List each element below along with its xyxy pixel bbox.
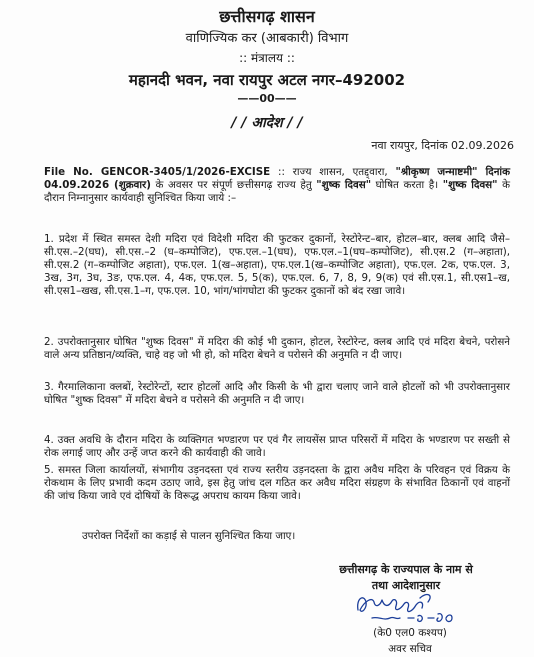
intro-text-4: के दौरान निम्नानुसार कार्यवाही सुनिश्चित किया जाये :– xyxy=(44,179,510,204)
ministry-label: :: मंत्रालय :: xyxy=(239,51,295,65)
intro-text-2: के अवसर पर संपूर्ण छत्तीसगढ़ राज्य हेतु xyxy=(150,179,317,191)
handwritten-signature xyxy=(350,588,470,626)
closing-instruction: उपरोक्त निर्देशों का कड़ाई से पालन सुनिश्चित किया जाए। xyxy=(82,530,296,542)
order-heading: / / आदेश / / xyxy=(231,115,303,131)
file-number: File No. GENCOR-3405/1/2026-EXCISE xyxy=(44,166,271,178)
department-name: वाणिज्यिक कर (आबकारी) विभाग xyxy=(185,31,349,46)
festival-date: 04.09.2026 (शुक्रवार) xyxy=(44,179,151,191)
government-title: छत्तीसगढ़ शासन xyxy=(219,7,315,26)
intro-paragraph xyxy=(44,166,510,205)
place-date: नवा रायपुर, दिनांक 02.09.2026 xyxy=(371,139,514,152)
intro-text-1: :: राज्य शासन, एतद्द्वारा, xyxy=(270,166,396,178)
point-1: 1. प्रदेश में स्थित समस्त देशी मदिरा एवं विदेशी मदिरा की फुटकर दुकानों, रेस्टोरेन्ट–बार, होटल–बार, क्लब आदि जैसे– सी.एस.–2(घघ), सी.एस.–2 (घ–कम्पोजिट), एफ.एल.–1(घघ), एफ.एल.–1(घघ–कम्पोजिट), सी.एस.2 (ग–अहाता), सी.एस.2 (ग–कम्पोजिट अहाता), एफ.एल. 1(ख–अहाता), एफ.एल.1(ख–कम्पोजिट अहाता), एफ.एल. 2क, एफ.एल. 3, 3ख, 3ग, 3घ, 3ङ, एफ.एल. 4, 4क, एफ.एल. 5, 5(क), एफ.एल. 6, 7, 8, 9, 9(क) एवं सी.एस.1, सी.एस1–ख, सी.एस1–खख, सी.एस.1–ग, एफ.एल. 10, भांग/भांगघोटा की फुटकर दुकानों को बंद रखा जावे। xyxy=(44,233,510,297)
point-5: 5. समस्त जिला कार्यालयों, संभागीय उड़नदस्ता एवं राज्य स्तरीय उड़नदस्ता के द्वारा अवैध मदिरा के परिवहन एवं विक्रय के रोकथाम के लिए प्रभावी कदम उठाए जावे, इस हेतु जांच दल गठित कर अवैध मदिरा संग्रहण के संभावित ठिकानों एवं वाहनों की जांच किया जावे एवं दोषियों के विरूद्ध अपराध कायम किया जावे। xyxy=(44,464,510,502)
point-4: 4. उक्त अवधि के दौरान मदिरा के व्यक्तिगत भण्डारण पर एवं गैर लायसेंस प्राप्त परिसरों में मदिरा के भण्डारण पर सख्ती से रोक लगाई जाए और उन्हें जप्त करने की कार्यवाही की जावे। xyxy=(44,434,510,459)
point-2: 2. उपरोक्तानुसार घोषित "शुष्क दिवस" में मदिरा की कोई भी दुकान, होटल, रेस्टोरेन्ट, क्लब आदि एवं मदिरा बेचने, परोसने वाले अन्य प्रतिष्ठान/व्यक्ति, चाहे वह जो भी हो, को मदिरा बेचने व परोसने की अनुमति न दी जाए। xyxy=(44,336,510,361)
officer-designation: अवर सचिव xyxy=(388,643,432,655)
festival-name: "श्रीकृष्ण जन्माष्टमी" दिनांक xyxy=(395,166,510,178)
dry-day-label: "शुष्क दिवस" xyxy=(442,179,498,191)
separator: ——00—— xyxy=(237,92,297,105)
intro-text-3: घोषित करता है। xyxy=(371,179,443,191)
office-address: महानदी भवन, नवा रायपुर अटल नगर–492002 xyxy=(128,71,406,89)
point-3: 3. गैरमालिकाना क्लबों, रेस्टोरेन्टों, स्टार होटलों आदि और किसी के भी द्वारा चलाए जाने वाले होटलों को भी उपरोक्तानुसार घोषित "शुष्क दिवस" में मदिरा बेचने व परोसने की अनुमति न दी जाए। xyxy=(44,381,510,406)
dry-day-label: "शुष्क दिवस" xyxy=(316,179,372,191)
signature-authority: छत्तीसगढ़ के राज्यपाल के नाम से xyxy=(339,563,473,576)
signature-order-line: तथा आदेशानुसार xyxy=(371,579,441,592)
officer-name: (के0 एल0 कश्यप) xyxy=(373,627,447,639)
